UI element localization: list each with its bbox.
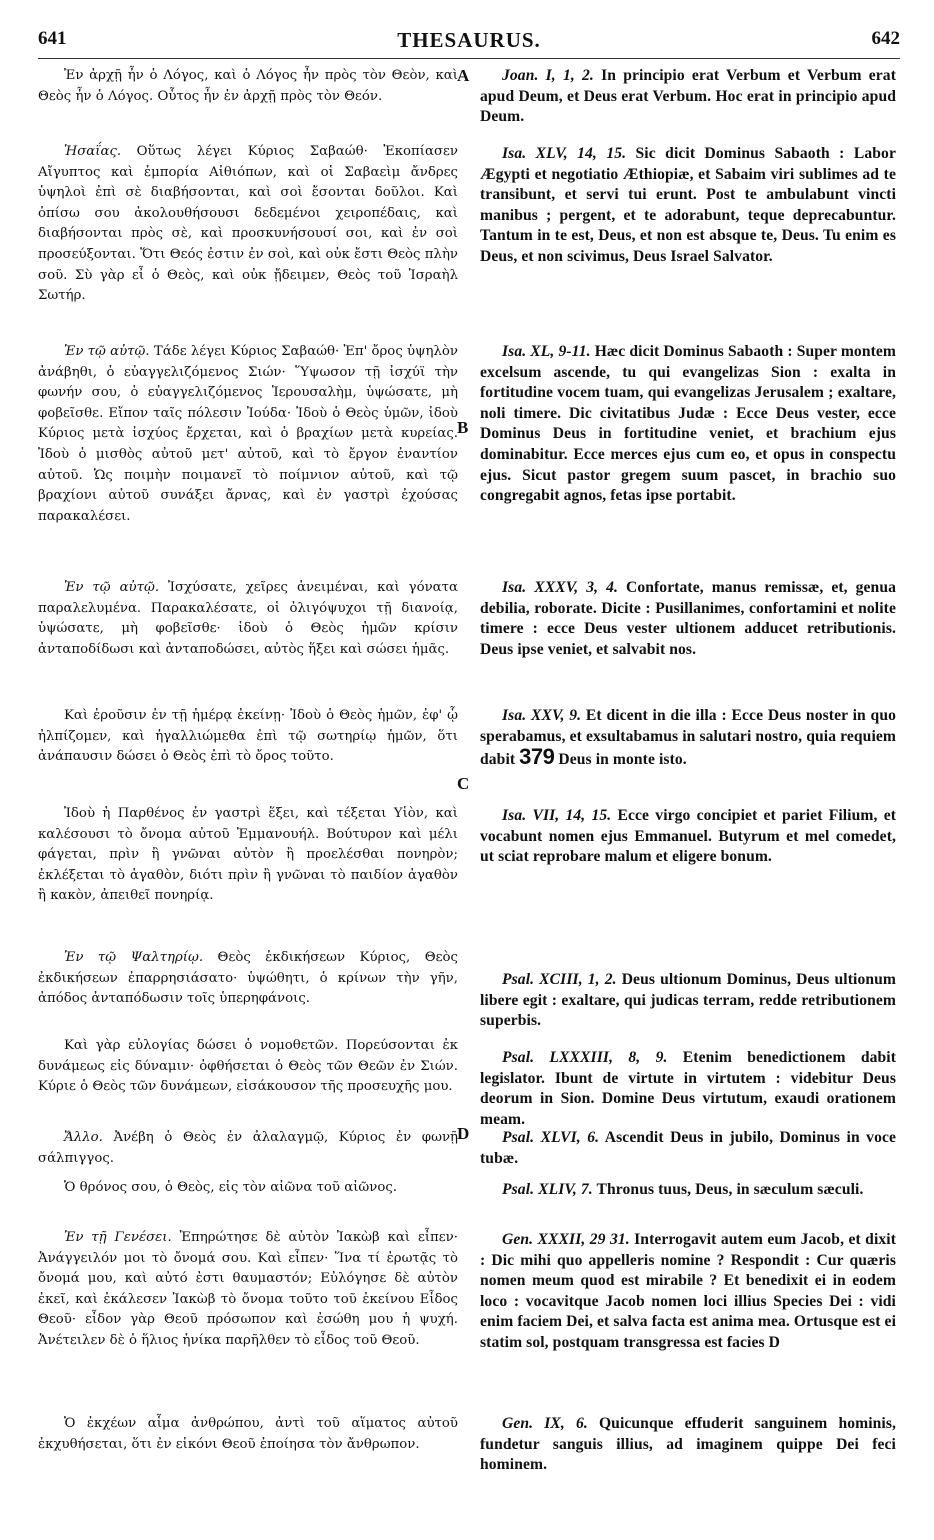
section-marker-d: D: [457, 1124, 470, 1143]
header-rule: [38, 58, 900, 59]
latin-paragraph: Isa. XLV, 14, 15. Sic dicit Dominus Sabaoth : Labor Ægypti et negotiatio Æthiopiæ, et Sabaim viri sublimes ad te transibunt, et servi tui erunt. Post te ambulabunt vincti manibus ; pergent, et te adorabunt, teque deprecabuntur. Tantum in te est, Deus, et non est absque te, Deus. Tu enim es Deus, et non scivimus, Deus Israel Salvator.: [480, 145, 896, 265]
page-number-left: 641: [38, 28, 67, 49]
greek-paragraph: Ἐν τῇ Γενέσει. Ἐπηρώτησε δὲ αὐτὸν Ἰακὼβ καὶ εἶπεν· Ἀνάγγειλόν μοι τὸ ὄνομά σου. Καὶ εἶπεν· Ἵνα τί ἐρωτᾷς τὸ ὄνομά μου, καὶ αὐτό ἐστι θαυμαστόν; Εὐλόγησε δὲ αὐτὸν ἐκεῖ, καὶ ἐκάλεσεν Ἰακὼβ τὸ ὄνομα τοῦτο τοῦ ἐκείνου Εἶδος Θεοῦ· εἶδον γὰρ Θεοῦ πρόσωπον καὶ ἐσώθη μου ἡ ψυχή. Ἀνέτειλεν δὲ ὁ ἥλιος ἡνίκα παρῆλθεν τὸ εἶδος τοῦ Θεοῦ.: [38, 1230, 458, 1348]
latin-paragraph: Gen. IX, 6. Quicunque effuderit sanguinem hominis, fundetur sanguis illius, ad imaginem quippe Dei feci hominem.: [480, 1415, 897, 1474]
greek-paragraph: Ὁ ἐκχέων αἷμα ἀνθρώπου, ἀντὶ τοῦ αἵματος αὐτοῦ ἐκχυθήσεται, ὅτι ἐν εἰκόνι Θεοῦ ἐποίησα τὸν ἄνθρωπον.: [38, 1416, 458, 1452]
section-marker-c: C: [457, 774, 470, 793]
greek-paragraph: Ἡσαΐας. Οὕτως λέγει Κύριος Σαβαώθ· Ἐκοπίασεν Αἴγυπτος καὶ ἐμπορία Αἰθιόπων, καὶ οἱ Σαβαεὶμ ἄνδρες ὑψηλοὶ ἐπὶ σὲ διαβήσονται, καὶ σοὶ ἔσονται δοῦλοι. Καὶ ὀπίσω σου ἀκολουθήσουσι δεδεμένοι χειροπέδαις, καὶ διαβήσονται πρὸς σὲ, καὶ προσκυνήσουσί σοι, καὶ ἐν σοὶ προσεύξονται. Ὅτι Θεός ἐστιν ἐν σοὶ, καὶ οὐκ ἔστι Θεὸς πλὴν σοῦ. Σὺ γὰρ εἶ ὁ Θεὸς, καὶ οὐκ ᾔδειμεν, Θεὸς τοῦ Ἰσραὴλ Σωτήρ.: [38, 144, 458, 304]
latin-paragraph: Isa. XL, 9-11. Hæc dicit Dominus Sabaoth : Super montem excelsum ascende, tu qui evangelizas Sion : exalta in fortitudine vocem tuam, qui evangelizas Jerusalem ; exaltare, noli timere. Dic civitatibus Judæ : Ecce Deus vester, ecce Dominus Deus in fortitudine veniet, et brachium ejus dominabitur. Ecce merces ejus cum eo, et opus in conspectu ejus. Sicut pastor gregem suum pascet, in brachio suo congregabit agnos, fetas ipse portabit.: [480, 343, 897, 505]
latin-paragraph: Joan. I, 1, 2. In principio erat Verbum et Verbum erat apud Deum, et Deus erat Verbum. Hoc erat in principio apud Deum.: [480, 67, 897, 126]
running-title: THESAURUS.: [397, 28, 541, 52]
page-number-right: 642: [871, 28, 900, 49]
latin-paragraph: Psal. XLIV, 7. Thronus tuus, Deus, in sæculum sæculi.: [502, 1181, 864, 1198]
section-marker-a: A: [457, 66, 470, 85]
greek-paragraph: Ἐν τῷ αὐτῷ. Ἰσχύσατε, χεῖρες ἀνειμέναι, καὶ γόνατα παραλελυμένα. Παρακαλέσατε, οἱ ὀλιγόψυχοι τῇ διανοίᾳ, ὑψώσατε, μὴ φοβεῖσθε· ἰδοὺ ὁ Θεὸς ἡμῶν κρίσιν ἀνταποδίδωσι καὶ ἀνταποδώσει, αὐτὸς ἥξει καὶ σώσει ἡμᾶς.: [38, 580, 458, 657]
greek-paragraph: Καὶ γὰρ εὐλογίας δώσει ὁ νομοθετῶν. Πορεύσονται ἐκ δυνάμεως εἰς δύναμιν· ὀφθήσεται ὁ Θεὸς τῶν Θεῶν ἐν Σιών. Κύριε ὁ Θεὸς τῶν δυνάμεων, εἰσάκουσον τῆς προσευχῆς μου.: [38, 1038, 458, 1095]
latin-paragraph: Isa. VII, 14, 15. Ecce virgo concipiet et pariet Filium, et vocabunt nomen ejus Emmanuel. Butyrum et mel comedet, ut sciat reprobare malum et eligere bonum.: [480, 807, 897, 866]
greek-paragraph: Καὶ ἐροῦσιν ἐν τῇ ἡμέρᾳ ἐκείνῃ· Ἰδοὺ ὁ Θεὸς ἡμῶν, ἐφ' ᾧ ἠλπίζομεν, καὶ ἠγαλλιώμεθα ἐπὶ τῷ σωτηρίῳ ἡμῶν, ὅτι ἀνάπαυσιν δώσει ὁ Θεὸς ἐπὶ τὸ ὄρος τοῦτο.: [38, 708, 458, 765]
latin-paragraph: Isa. XXV, 9. Et dicent in die illa : Ecce Deus noster in quo sperabamus, et exsultabamus in salutari nostro, quia requiem dabit 379 Deus in monte isto.: [480, 707, 897, 770]
latin-paragraph: Psal. LXXXIII, 8, 9. Etenim benedictionem dabit legislator. Ibunt de virtute in virtutem : videbitur Deus deorum in Sion. Domine Deus virtutum, exaudi orationem meam.: [480, 1049, 897, 1128]
column-number: 379: [519, 744, 555, 770]
section-marker-b: B: [457, 418, 469, 437]
latin-paragraph: Psal. XCIII, 1, 2. Deus ultionum Dominus, Deus ultionum libere egit : exaltare, qui judicas terram, redde retributionem superbis.: [480, 971, 897, 1030]
greek-paragraph: Ὁ θρόνος σου, ὁ Θεὸς, εἰς τὸν αἰῶνα τοῦ αἰῶνος.: [64, 1180, 398, 1195]
greek-paragraph: Ἐν τῷ Ψαλτηρίῳ. Θεὸς ἐκδικήσεων Κύριος, Θεὸς ἐκδικήσεων ἐπαρρησιάσατο· ὑψώθητι, ὁ κρίνων τὴν γῆν, ἀπόδος ἀνταπόδωσιν τοῖς ὑπερηφάνοις.: [38, 950, 458, 1007]
greek-paragraph: Ἄλλο. Ἀνέβη ὁ Θεὸς ἐν ἀλαλαγμῷ, Κύριος ἐν φωνῇ σάλπιγγος.: [38, 1130, 458, 1166]
greek-paragraph: Ἰδοὺ ἡ Παρθένος ἐν γαστρὶ ἕξει, καὶ τέξεται Υἱὸν, καὶ καλέσουσι τὸ ὄνομα αὐτοῦ Ἐμμανουήλ. Βούτυρον καὶ μέλι φάγεται, πρὶν ἢ γνῶναι αὐτὸν ἢ προελέσθαι πονηρὸν; ἐκλέξεται τὸ ἀγαθὸν, διότι πρὶν ἢ γνῶναι τὸ παιδίον ἀγαθὸν ἢ κακὸν, ἀπειθεῖ πονηρίᾳ.: [38, 806, 458, 904]
greek-paragraph: Ἐν τῷ αὐτῷ. Τάδε λέγει Κύριος Σαβαώθ· Ἐπ' ὄρος ὑψηλὸν ἀνάβηθι, ὁ εὐαγγελιζόμενος Σιών· Ὕψωσον τῇ ἰσχύϊ τὴν φωνήν σου, ὁ εὐαγγελιζόμενος Ἱερουσαλὴμ, ὑψώσατε, μὴ φοβεῖσθε. Εἴπον ταῖς πόλεσιν Ἰούδα· Ἰδοὺ ὁ Θεὸς ὑμῶν, ἰδοὺ Κύριος μετὰ ἰσχύος ἔρχεται, καὶ ὁ βραχίων μετὰ κυρείας. Ἰδοὺ ὁ μισθὸς αὐτοῦ μετ' αὐτοῦ, καὶ τὸ ἔργον ἐναντίον αὐτοῦ. Ὡς ποιμὴν ποιμανεῖ τὸ ποίμνιον αὐτοῦ, καὶ τῷ βραχίονι αὐτοῦ συνάξει ἄρνας, καὶ ἐν γαστρὶ ἐχούσας παρακαλέσει.: [38, 344, 458, 524]
latin-paragraph: Isa. XXXV, 3, 4. Confortate, manus remissæ, et, genua debilia, roborate. Dicite : Pusillanimes, confortamini et nolite timere : ecce Deus vester ultionem adducet retributionis. Deus ipse veniet, et salvabit nos.: [480, 579, 897, 658]
latin-paragraph: Gen. XXXII, 29 31. Interrogavit autem eum Jacob, et dixit : Dic mihi quo appelleris nomine ? Respondit : Cur quæris nomen meum quod est mirabile ? Et benedixit ei in eodem loco : vocavitque Jacob nomen loci illius Species Dei : vidi enim faciem Dei, et salva facta est anima mea. Ortusque est ei statim sol, postquam transgressa est facies D: [480, 1231, 896, 1351]
greek-paragraph: Ἐν ἀρχῇ ἦν ὁ Λόγος, καὶ ὁ Λόγος ἦν πρὸς τὸν Θεὸν, καὶ Θεὸς ἦν ὁ Λόγος. Οὗτος ἦν ἐν ἀρχῇ πρὸς τὸν Θεόν.: [38, 68, 458, 104]
page-header: [38, 28, 900, 56]
latin-paragraph: Psal. XLVI, 6. Ascendit Deus in jubilo, Dominus in voce tubæ.: [480, 1129, 897, 1167]
